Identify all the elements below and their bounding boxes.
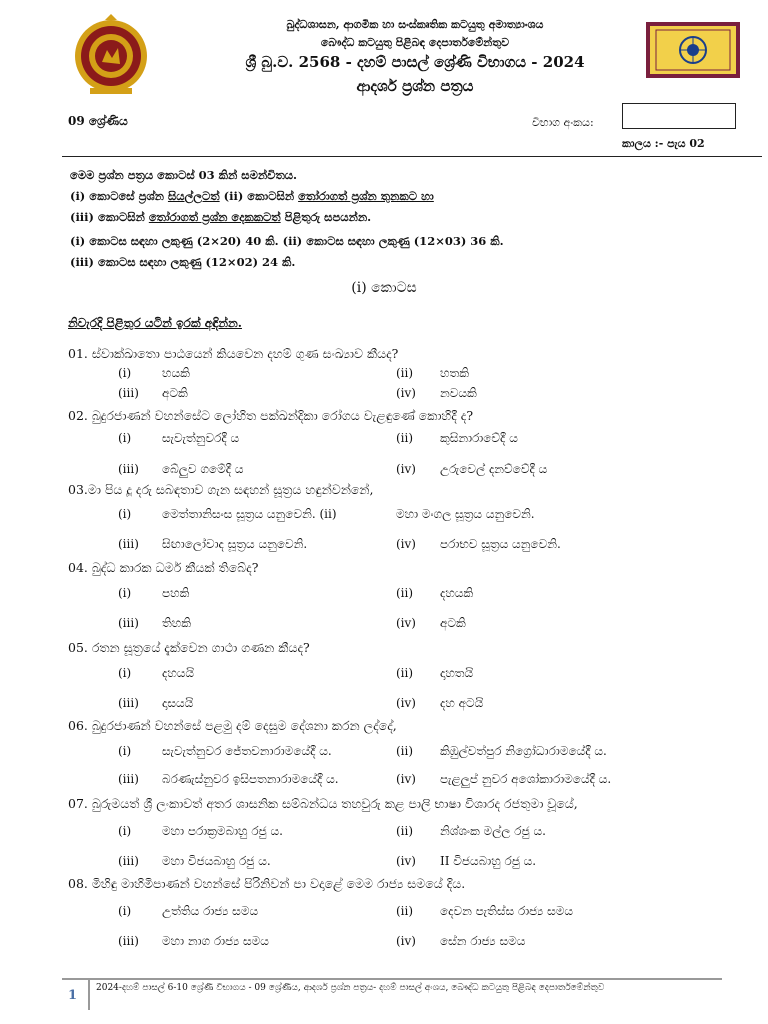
option-number: (iii) <box>118 386 139 400</box>
buddhist-department-flag-icon <box>646 22 740 78</box>
option-number: (iv) <box>396 934 416 948</box>
option-number: (i) <box>118 824 132 838</box>
instruction-text: (i) කොටසේ ප්‍රශ්න <box>70 189 168 203</box>
option-answer[interactable]: උත්තිය රාජ්‍ය සමය <box>162 904 259 918</box>
option-number: (i) <box>118 744 132 758</box>
option-number: (iv) <box>396 772 416 786</box>
option-number: (iv) <box>396 696 416 710</box>
option-number: (iii) <box>118 616 139 630</box>
question-text: 04. බුද්ධ කාරක ධර්ම කීයක් තිබේද? <box>68 560 259 575</box>
time-allowed: කාලය :- පැය 02 <box>622 137 705 150</box>
header-divider <box>62 156 762 157</box>
instruction-text: (iii) කොටසින් <box>70 210 149 224</box>
option-answer[interactable]: අටකි <box>162 386 188 400</box>
instruction-text: පිළිතුරු සපයන්න. <box>280 210 372 224</box>
grade-label: 09 ශ්‍රේණිය <box>68 114 128 128</box>
option-number: (iv) <box>396 386 416 400</box>
option-answer[interactable]: II විජයබාහු රජු ය. <box>440 854 537 868</box>
question-text: 03.මා පිය දූ දරු සබඳතාව ගැන සඳහන් සූත්‍රය හඳුන්වන්නේ, <box>68 482 374 497</box>
option-number: (iv) <box>396 462 416 476</box>
option-number: (ii) <box>396 824 414 838</box>
option-answer[interactable]: මහා මංගල සූත්‍රය යනුවෙනි. <box>396 507 535 521</box>
option-number: (iv) <box>396 616 416 630</box>
option-number: (ii) <box>396 366 414 380</box>
option-answer[interactable]: කිඹුල්වත්පුර නිග්‍රෝධාරාමයේදී ය. <box>440 744 607 758</box>
page-number: 1 <box>68 988 78 1003</box>
option-answer[interactable]: සිඟාලෝවාද සූත්‍රය යනුවෙනි. <box>162 537 308 551</box>
option-answer[interactable]: තිහකි <box>162 616 191 630</box>
instruction-text: (ii) කොටසින් <box>219 189 299 203</box>
option-answer[interactable]: හයකි <box>162 366 190 380</box>
option-number: (iv) <box>396 537 416 551</box>
option-number: (i) <box>118 507 132 521</box>
option-number: (i) <box>118 431 132 445</box>
option-number: (ii) <box>396 666 414 680</box>
option-answer[interactable]: නිශ්ශංක මල්ල රජු ය. <box>440 824 546 838</box>
option-answer[interactable]: දාසයයි <box>162 696 194 710</box>
option-number: (iii) <box>118 462 139 476</box>
footer-text: 2024-දහම් පාසල් 6-10 ශ්‍රේණි විභාගය - 09 ශ්‍රේණිය, ආදර්ශ ප්‍රශ්න පත්‍රය- දහම් පාසල් අංශය, බෞද්ධ කටයුතු පිළිබඳ දෙපාර්තමේන්තුව <box>96 983 605 993</box>
option-answer[interactable]: බරණැස්නුවර ඉසිපතනාරාමයේදී ය. <box>162 772 339 786</box>
option-number: (ii) <box>396 431 414 445</box>
option-number: (i) <box>118 666 132 680</box>
option-answer[interactable]: මහා පරාක්‍රමබාහු රජු ය. <box>162 824 283 838</box>
option-answer[interactable]: පහකි <box>162 586 190 600</box>
question-text: 05. රතන සූත්‍රයේ දැක්වෙන ගාථා ගණන කීයද? <box>68 640 310 655</box>
option-answer[interactable]: හතකි <box>440 366 469 380</box>
sri-lanka-emblem-icon <box>72 14 150 96</box>
option-number: (iii) <box>118 854 139 868</box>
question-text: 01. ස්වාක්ඛාතො පාඨයෙන් කියවෙන දහම් ගුණ සංඛ්‍යාව කීයද? <box>68 346 399 361</box>
option-answer[interactable]: දෙවන පැතිස්ස රාජ්‍ය සමය <box>440 904 573 918</box>
option-answer[interactable]: අටකි <box>440 616 466 630</box>
instruction-line: (iii) කොටස සඳහා ලකුණු (12×02) 24 කි. <box>70 255 296 269</box>
section-title: (i) කොටස <box>351 280 417 296</box>
option-answer[interactable]: පැළලුප් නුවර අශෝකාරාමයේදී ය. <box>440 772 612 786</box>
option-answer[interactable]: මහා විජයබාහු රජු ය. <box>162 854 271 868</box>
option-number: (iii) <box>118 934 139 948</box>
instruction-line <box>70 210 371 225</box>
option-number: (iv) <box>396 854 416 868</box>
option-answer[interactable]: දාහතයි <box>440 666 474 680</box>
ministry-name: බුද්ධශාසන, ආගමික හා සංස්කෘතික කටයුතු අමාත්‍යාංශය <box>286 18 544 31</box>
question-text: 08. මිහිඳු මාහිමිපාණන් වහන්සේ පිරිනිවන් පා වදාළේ මෙම රාජ්‍ය සමයේ දිය. <box>68 876 466 891</box>
question-text: 06. බුදුරජාණන් වහන්සේ පළමු දම් දෙසුම දේශනා කරන ලද්දේ, <box>68 718 397 733</box>
footer-divider <box>62 978 722 980</box>
option-number: (iii) <box>118 772 139 786</box>
instruction-emphasis: තෝරාගත් ප්‍රශ්න දෙකකටත් <box>148 210 281 224</box>
instruction-line <box>70 189 434 204</box>
footer-divider-vertical <box>88 980 90 1010</box>
exam-title: ශ්‍රී බු.ව. 2568 - දහම් පාසල් ශ්‍රේණි විභාගය - 2024 <box>245 53 585 71</box>
option-answer[interactable]: දහයකි <box>440 586 474 600</box>
option-answer[interactable]: මෙත්තානිසංස සූත්‍රය යනුවෙනි. (ii) <box>162 507 337 521</box>
option-answer[interactable]: කුසිනාරාවේදී ය <box>440 431 518 445</box>
option-number: (ii) <box>396 744 414 758</box>
option-number: (i) <box>118 904 132 918</box>
paper-title: ආදර්ශ ප්‍රශ්න පත්‍රය <box>356 77 474 95</box>
option-number: (ii) <box>396 904 414 918</box>
option-answer[interactable]: නවයකි <box>440 386 477 400</box>
option-answer[interactable]: දහයයි <box>162 666 195 680</box>
question-text: 02. බුදුරජාණන් වහන්සේට ලෝහිත පක්ඛන්දිකා රෝගය වැළඳුණේ කොහිදී ද? <box>68 408 474 423</box>
option-answer[interactable]: උරුවෙල් දනව්වේදී ය <box>440 462 548 476</box>
option-answer[interactable]: දහ අටයි <box>440 696 484 710</box>
option-answer[interactable]: මහා නාග රාජ්‍ය සමය <box>162 934 269 948</box>
index-number-box[interactable] <box>622 103 736 129</box>
question-text: 07. බුරුමයත් ශ්‍රී ලංකාවත් අතර ශාසනික සම්බන්ධය තහවුරු කළ පාලි භාෂා විශාරද රජතුමා වූයේ, <box>68 796 578 811</box>
instruction-line: මෙම ප්‍රශ්න පත්‍රය කොටස් 03 කින් සමන්විතය. <box>70 168 298 182</box>
option-number: (i) <box>118 586 132 600</box>
option-answer[interactable]: සැවැත්නුවර ජේතවනාරාමයේදී ය. <box>162 744 332 758</box>
instruction-emphasis: සියල්ලටත් <box>167 189 220 203</box>
option-number: (iii) <box>118 696 139 710</box>
option-answer[interactable]: සැවැත්නුවරදී ය <box>162 431 240 445</box>
instruction-emphasis: තෝරාගත් ප්‍රශ්න තුනකට හා <box>298 189 434 203</box>
option-answer[interactable]: සේන රාජ්‍ය සමය <box>440 934 526 948</box>
answer-direction: නිවැරදි පිළිතුර යටින් ඉරක් අඳින්න. <box>68 316 242 330</box>
option-number: (ii) <box>396 586 414 600</box>
instruction-line: (i) කොටස සඳහා ලකුණු (2×20) 40 කි. (ii) කොටස සඳහා ලකුණු (12×03) 36 කි. <box>70 234 504 248</box>
department-name: බෞද්ධ කටයුතු පිළිබඳ දෙපාර්තමේන්තුව <box>320 36 510 49</box>
option-answer[interactable]: පරාභව සූත්‍රය යනුවෙනි. <box>440 537 561 551</box>
index-number-label: විභාග අංකය: <box>532 116 594 129</box>
option-answer[interactable]: බේලුව ගමේදී ය <box>162 462 244 476</box>
option-number: (i) <box>118 366 132 380</box>
option-number: (iii) <box>118 537 139 551</box>
